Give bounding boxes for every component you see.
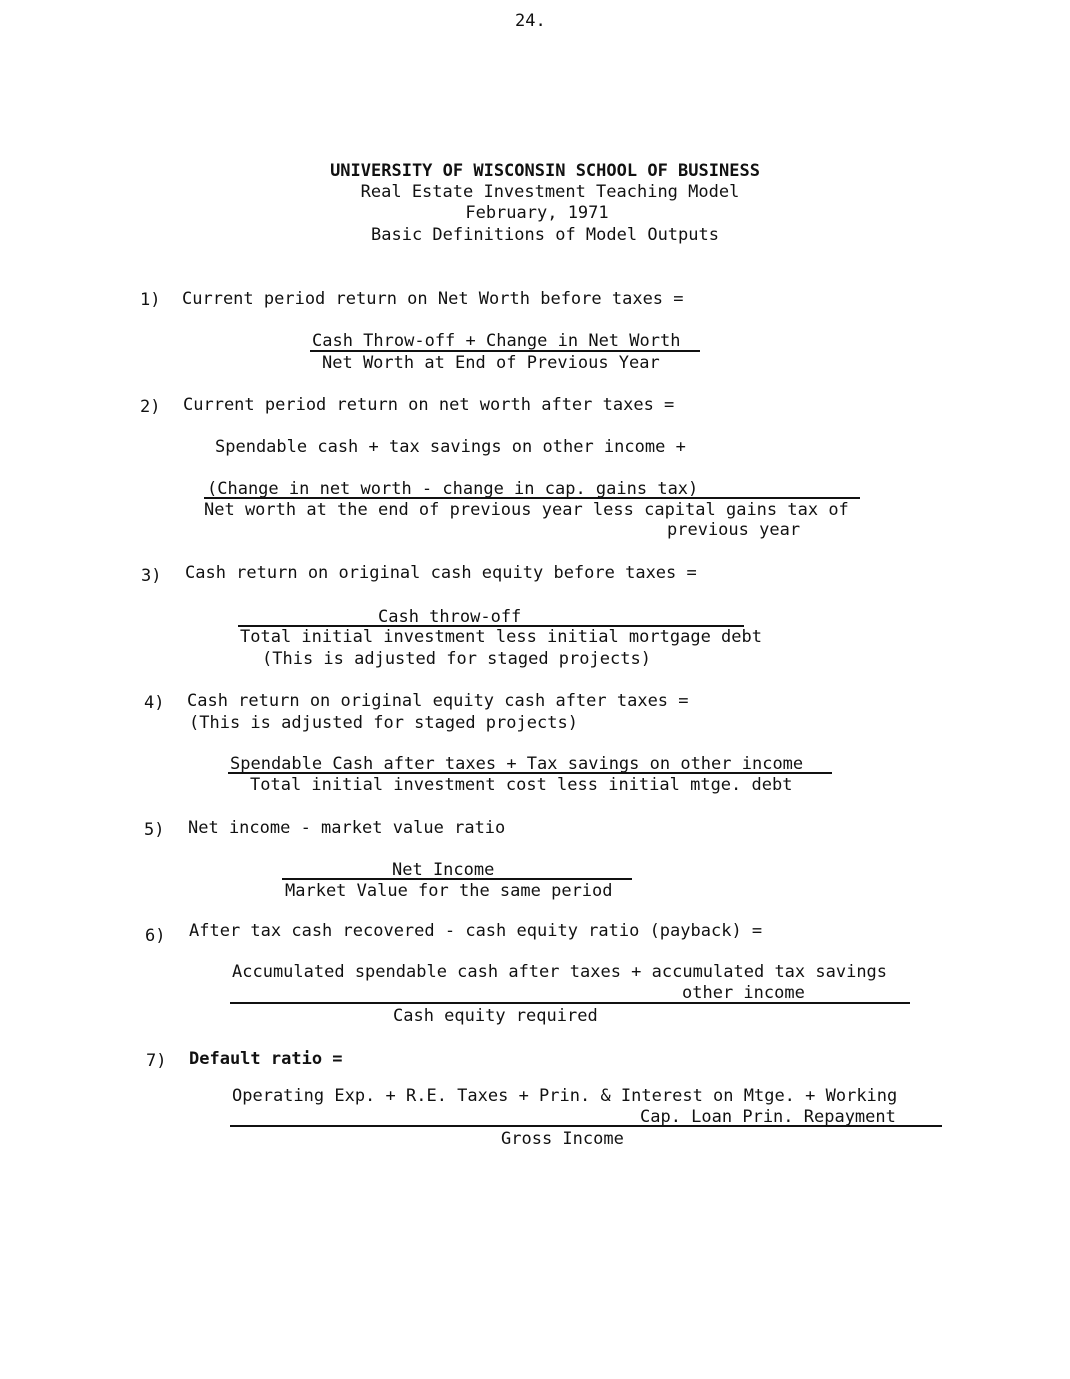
formula-denominator: Gross Income: [501, 1129, 624, 1149]
formula-numerator-line2: Cap. Loan Prin. Repayment: [640, 1107, 896, 1127]
item-number: 4): [144, 693, 165, 713]
page-number: 24.: [515, 11, 546, 31]
formula-denominator: Market Value for the same period: [285, 881, 613, 901]
formula-numerator-line1: Accumulated spendable cash after taxes + accumulated tax savings: [232, 962, 888, 982]
item-number: 7): [146, 1051, 167, 1071]
formula-numerator: Net Income: [392, 860, 495, 880]
item-number: 1): [140, 290, 161, 310]
formula-note: (This is adjusted for staged projects): [262, 649, 651, 669]
item-number: 2): [140, 397, 161, 417]
formula-numerator: Cash throw-off: [378, 607, 522, 627]
header-date: February, 1971: [465, 203, 609, 223]
item-note: (This is adjusted for staged projects): [189, 713, 578, 733]
header-institution: UNIVERSITY OF WISCONSIN SCHOOL OF BUSINESS: [330, 161, 760, 181]
formula-pre-line: Spendable cash + tax savings on other income +: [215, 437, 686, 457]
formula-denominator-line1: Net worth at the end of previous year less capital gains tax of: [204, 500, 849, 520]
header-subtitle: Basic Definitions of Model Outputs: [371, 225, 719, 245]
formula-denominator-line2: previous year: [667, 520, 801, 540]
item-number: 5): [144, 820, 165, 840]
header-model-name: Real Estate Investment Teaching Model: [360, 182, 740, 202]
formula-denominator: Total initial investment less initial mortgage debt: [240, 627, 762, 647]
item-number: 3): [141, 566, 162, 586]
item-number: 6): [145, 926, 166, 946]
fraction-bar: [230, 1002, 910, 1004]
fraction-bar: [230, 1125, 942, 1127]
formula-numerator-line1: Operating Exp. + R.E. Taxes + Prin. & Interest on Mtge. + Working: [232, 1086, 898, 1106]
item-title: Cash return on original cash equity before taxes =: [185, 563, 697, 583]
formula-denominator: Cash equity required: [393, 1006, 598, 1026]
item-title: Cash return on original equity cash after taxes =: [187, 691, 689, 711]
formula-denominator: Total initial investment cost less initial mtge. debt: [250, 775, 793, 795]
formula-denominator: Net Worth at End of Previous Year: [322, 353, 660, 373]
item-title: Current period return on net worth after taxes =: [183, 395, 675, 415]
formula-numerator-line2: other income: [682, 983, 805, 1003]
formula-numerator: Spendable Cash after taxes + Tax savings on other income: [230, 754, 804, 774]
formula-numerator: Cash Throw-off + Change in Net Worth: [312, 331, 681, 351]
item-title: Current period return on Net Worth before taxes =: [182, 289, 684, 309]
item-title: After tax cash recovered - cash equity ratio (payback) =: [189, 921, 763, 941]
item-title: Net income - market value ratio: [188, 818, 506, 838]
formula-numerator: (Change in net worth - change in cap. gains tax): [207, 479, 699, 499]
item-title: Default ratio =: [189, 1049, 343, 1069]
